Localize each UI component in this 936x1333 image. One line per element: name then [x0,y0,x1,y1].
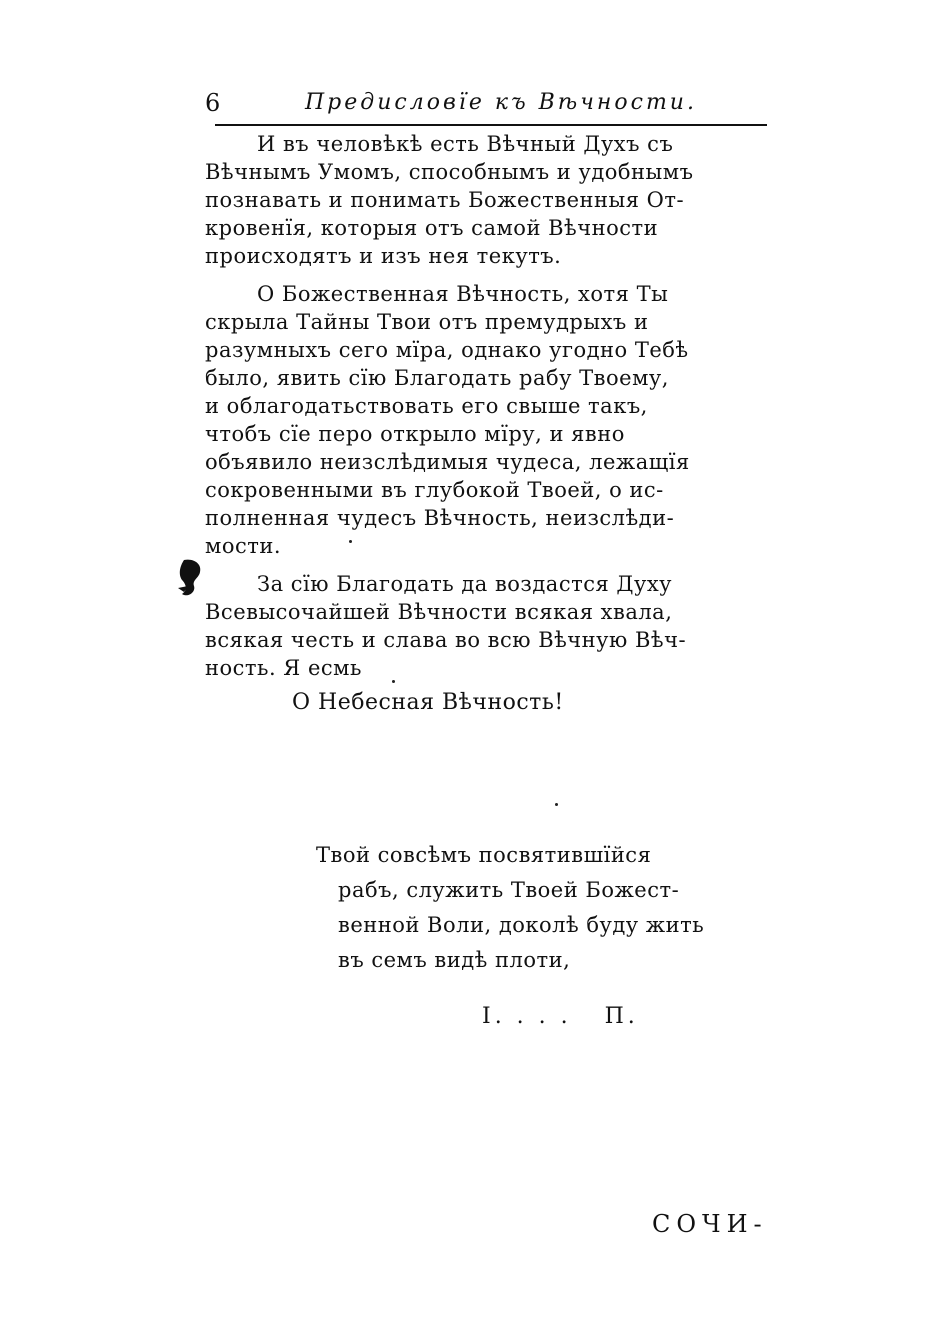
text-line: происходятъ и изъ нея текутъ. [205,244,562,268]
text-line: полненная чудесъ Вѣчность, неизслѣди- [205,506,675,530]
paragraph-2 [205,280,765,560]
text-line: познавать и понимать Божественныя От- [205,188,685,212]
text-line: ность. Я есмь [205,656,362,680]
text-line: Всевысочайшей Вѣчности всякая хвала, [205,600,673,624]
text-line: сокровенными въ глубокой Твоей, о ис- [205,478,664,502]
page-number: 6 [205,89,221,117]
closing-line: рабъ, служить Твоей Божест- [338,878,680,902]
text-line: О Божественная Вѣчность, хотя Ты [257,282,669,306]
closing-block [316,838,766,978]
page-header [205,88,765,118]
ink-blot-icon [178,558,206,598]
paragraph-3 [205,570,765,682]
text-line: разумныхъ сего мїра, однако угодно Тебѣ [205,338,689,362]
body-text [205,130,765,692]
closing-line: венной Воли, доколѣ буду жить [338,913,705,937]
closing-line: Твой совсѣмъ посвятившїйся [316,843,652,867]
salutation: О Небесная Вѣчность! [292,690,564,715]
ink-speck [555,803,558,806]
header-rule [215,124,767,126]
running-title: Предисловїе къ Вѣчности. [305,90,697,115]
paragraph-1 [205,130,765,270]
text-line: кровенїя, которыя отъ самой Вѣчности [205,216,659,240]
catchword: СОЧИ- [652,1210,768,1238]
closing-line: въ семъ видѣ плоти, [338,948,571,972]
text-line: всякая честь и слава во всю Вѣчную Вѣч- [205,628,687,652]
ink-speck [349,540,352,543]
text-line: Вѣчнымъ Умомъ, способнымъ и удобнымъ [205,160,694,184]
text-line: было, явить сїю Благодать рабу Твоему, [205,366,669,390]
text-line: и облагодатьствовать его свыше такъ, [205,394,648,418]
text-line: За сїю Благодать да воздастся Духу [257,572,673,596]
text-line: И въ человѣкѣ есть Вѣчный Духъ съ [257,132,674,156]
text-line: скрыла Тайны Твои отъ премудрыхъ и [205,310,649,334]
signature: I. . . . П. [482,1004,639,1029]
text-line: мости. [205,534,282,558]
ink-speck [392,680,395,683]
text-line: чтобъ сїе перо открыло мїру, и явно [205,422,625,446]
text-line: объявило неизслѣдимыя чудеса, лежащїя [205,450,690,474]
